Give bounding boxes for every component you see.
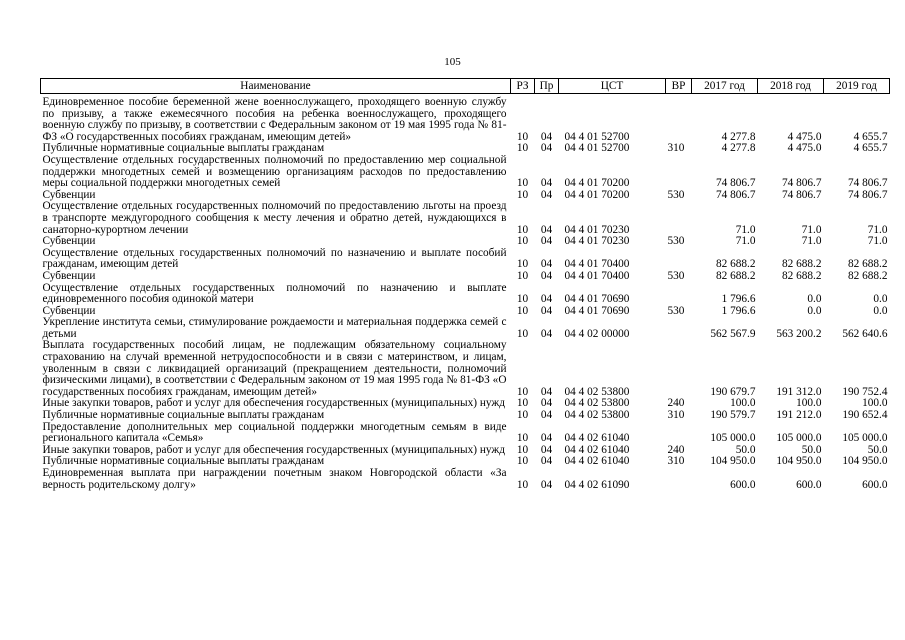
row-2019: 71.0	[867, 235, 888, 248]
table-row	[41, 201, 890, 236]
row-name: Осуществление отдельных государственных полномочий по предоставлению льготы на проезд в транспорте междугородного сообщения к месту лечения и обратно детей, нуждающихся в санаторно-курортном лечении	[42, 200, 507, 236]
row-2019: 190 652.4	[842, 409, 888, 422]
header-cst: ЦСТ	[559, 79, 666, 94]
row-name: Осуществление отдельных государственных полномочий по назначению и выплате пособий гражданам, имеющим детей	[42, 246, 507, 271]
row-2018: 71.0	[801, 235, 822, 248]
row-vr: 530	[667, 188, 685, 201]
row-cst: 04 4 01 70400	[564, 269, 630, 282]
row-cst: 04 4 01 52700	[564, 142, 630, 155]
row-2019: 104 950.0	[842, 455, 888, 468]
row-pr: 04	[540, 385, 553, 398]
row-vr	[666, 283, 692, 306]
table-row	[41, 340, 890, 398]
row-rz: 10	[516, 142, 529, 155]
row-2018: 0.0	[807, 304, 822, 317]
row-pr: 04	[540, 478, 553, 491]
row-cst: 04 4 02 53800	[564, 409, 630, 422]
row-cst: 04 4 01 52700	[564, 130, 630, 143]
row-2017: 82 688.2	[715, 258, 756, 271]
row-cst: 04 4 01 70690	[564, 293, 630, 306]
row-2018: 74 806.7	[781, 177, 822, 190]
row-2018: 0.0	[807, 293, 822, 306]
row-2017: 4 277.8	[721, 142, 756, 155]
row-vr: 240	[667, 443, 685, 456]
row-name: Выплата государственных пособий лицам, не подлежащим обязательному социальному страхованию на случай временной нетрудоспособности и в связи с материнством, и лицам, уволенным в связи с ликвидацией организаций (прекращением деятельности, полномочий физическими лицами), в соответствии с Федеральным законом от 19 мая 1995 года № 81-ФЗ «О государственных пособиях гражданам, имеющим детей»	[42, 339, 507, 398]
row-2017: 71.0	[735, 235, 756, 248]
row-rz: 10	[516, 188, 529, 201]
row-pr: 04	[540, 397, 553, 410]
row-cst: 04 4 02 00000	[564, 327, 630, 340]
row-name: Укрепление института семьи, стимулирование рождаемости и материальная поддержка семей с детьми	[42, 316, 507, 340]
row-2018: 74 806.7	[781, 188, 822, 201]
row-name: Субвенции	[42, 188, 96, 201]
row-pr: 04	[540, 177, 553, 190]
row-vr	[666, 94, 692, 144]
row-vr: 530	[667, 304, 685, 317]
row-rz: 10	[516, 223, 529, 236]
row-pr: 04	[540, 304, 553, 317]
row-2019: 50.0	[867, 443, 888, 456]
row-pr: 04	[540, 443, 553, 456]
row-cst: 04 4 02 61040	[564, 443, 630, 456]
row-pr: 04	[540, 223, 553, 236]
row-2017: 82 688.2	[715, 269, 756, 282]
row-rz: 10	[516, 409, 529, 422]
row-vr	[666, 201, 692, 236]
row-2018: 104 950.0	[776, 455, 822, 468]
budget-table	[40, 78, 890, 491]
row-rz: 10	[516, 258, 529, 271]
row-rz: 10	[516, 397, 529, 410]
row-name: Единовременное пособие беременной жене военнослужащего, проходящего военную службу по призыву, а также ежемесячного пособия на ребенка военнослужащего, проходящего военную службу по призыву, в соответствии с Федеральным законом от 19 мая 1995 года № 81-ФЗ «О государственных пособиях гражданам, имеющим детей»	[42, 96, 507, 143]
header-rz: РЗ	[511, 79, 535, 94]
row-2019: 600.0	[862, 478, 888, 491]
row-rz: 10	[516, 455, 529, 468]
header-name: Наименование	[41, 79, 511, 94]
table-row	[41, 283, 890, 306]
row-vr	[666, 155, 692, 190]
row-name: Публичные нормативные социальные выплаты гражданам	[42, 455, 325, 468]
row-pr: 04	[540, 455, 553, 468]
row-name: Осуществление отдельных государственных полномочий по предоставлению мер социальной поддержки многодетных семей и возмещению организациям расходов по предоставлению меры социальной поддержки многодетных семей	[42, 153, 507, 190]
row-pr: 04	[540, 432, 553, 445]
table-row	[41, 155, 890, 190]
row-vr	[666, 340, 692, 398]
row-2019: 562 640.6	[842, 327, 888, 340]
row-2019: 100.0	[862, 397, 888, 410]
row-name: Субвенции	[42, 304, 96, 317]
row-2019: 82 688.2	[847, 269, 888, 282]
row-cst: 04 4 01 70200	[564, 177, 630, 190]
row-rz: 10	[516, 304, 529, 317]
row-cst: 04 4 01 70690	[564, 304, 630, 317]
row-2017: 4 277.8	[721, 130, 756, 143]
row-vr	[666, 422, 692, 445]
row-vr	[666, 317, 692, 340]
row-rz: 10	[516, 293, 529, 306]
row-2018: 191 212.0	[776, 409, 822, 422]
row-2019: 74 806.7	[847, 177, 888, 190]
row-2017: 190 679.7	[710, 385, 756, 398]
header-pr: Пр	[535, 79, 559, 94]
row-rz: 10	[516, 327, 529, 340]
row-2018: 82 688.2	[781, 258, 822, 271]
row-2017: 74 806.7	[715, 177, 756, 190]
row-vr: 530	[667, 269, 685, 282]
row-2017: 562 567.9	[710, 327, 756, 340]
row-2017: 190 579.7	[710, 409, 756, 422]
row-vr: 310	[667, 409, 685, 422]
row-pr: 04	[540, 409, 553, 422]
row-cst: 04 4 02 61040	[564, 455, 630, 468]
row-rz: 10	[516, 478, 529, 491]
row-vr: 240	[667, 397, 685, 410]
row-name: Публичные нормативные социальные выплаты гражданам	[42, 142, 325, 155]
row-rz: 10	[516, 443, 529, 456]
row-vr	[666, 248, 692, 271]
table-row	[41, 248, 890, 271]
row-name: Предоставление дополнительных мер социальной поддержки многодетным семьям в виде регионального капитала «Семья»	[42, 420, 507, 445]
row-2019: 105 000.0	[842, 432, 888, 445]
row-pr: 04	[540, 269, 553, 282]
header-2018: 2018 год	[758, 79, 824, 94]
row-cst: 04 4 01 70230	[564, 223, 630, 236]
row-name: Осуществление отдельных государственных полномочий по назначению и выплате единовременного пособия одинокой матери	[42, 281, 507, 306]
table-row	[41, 94, 890, 144]
row-rz: 10	[516, 269, 529, 282]
row-2018: 191 312.0	[776, 385, 822, 398]
row-cst: 04 4 02 53800	[564, 385, 630, 398]
row-2017: 71.0	[735, 223, 756, 236]
row-2017: 600.0	[730, 478, 756, 491]
header-2017: 2017 год	[692, 79, 758, 94]
header-2019: 2019 год	[824, 79, 890, 94]
row-pr: 04	[540, 188, 553, 201]
page-number: 105	[444, 56, 461, 68]
row-2018: 600.0	[796, 478, 822, 491]
row-pr: 04	[540, 235, 553, 248]
row-2018: 50.0	[801, 443, 822, 456]
header-row	[41, 79, 890, 94]
row-2019: 74 806.7	[847, 188, 888, 201]
row-2017: 1 796.6	[721, 304, 756, 317]
row-cst: 04 4 01 70400	[564, 258, 630, 271]
row-cst: 04 4 01 70200	[564, 188, 630, 201]
table-row	[41, 317, 890, 340]
table-body	[41, 94, 890, 492]
row-2019: 4 655.7	[853, 142, 888, 155]
row-2018: 71.0	[801, 223, 822, 236]
row-2018: 105 000.0	[776, 432, 822, 445]
row-name: Иные закупки товаров, работ и услуг для обеспечения государственных (муниципальных) нужд	[42, 397, 505, 410]
row-cst: 04 4 01 70230	[564, 235, 630, 248]
row-name: Публичные нормативные социальные выплаты гражданам	[42, 409, 325, 422]
row-2019: 71.0	[867, 223, 888, 236]
row-pr: 04	[540, 142, 553, 155]
row-cst: 04 4 02 61090	[564, 478, 630, 491]
row-vr: 530	[667, 235, 685, 248]
row-2017: 74 806.7	[715, 188, 756, 201]
row-rz: 10	[516, 177, 529, 190]
row-rz: 10	[516, 130, 529, 143]
row-2019: 0.0	[873, 304, 888, 317]
row-2017: 50.0	[735, 443, 756, 456]
row-vr	[666, 468, 692, 491]
row-2018: 4 475.0	[787, 142, 822, 155]
row-rz: 10	[516, 235, 529, 248]
row-name: Субвенции	[42, 269, 96, 282]
row-2017: 104 950.0	[710, 455, 756, 468]
row-name: Единовременная выплата при награждении почетным знаком Новгородской области «За верность родительскому долгу»	[42, 467, 507, 491]
row-rz: 10	[516, 432, 529, 445]
row-pr: 04	[540, 258, 553, 271]
row-rz: 10	[516, 385, 529, 398]
table-row	[41, 422, 890, 445]
row-2017: 105 000.0	[710, 432, 756, 445]
row-pr: 04	[540, 293, 553, 306]
row-2017: 1 796.6	[721, 293, 756, 306]
row-name: Субвенции	[42, 235, 96, 248]
table-row	[41, 410, 890, 422]
row-2018: 4 475.0	[787, 130, 822, 143]
row-2019: 190 752.4	[842, 385, 888, 398]
table-row	[41, 236, 890, 248]
table-row	[41, 468, 890, 491]
header-vr: ВР	[666, 79, 692, 94]
row-pr: 04	[540, 327, 553, 340]
row-2018: 563 200.2	[776, 327, 822, 340]
row-pr: 04	[540, 130, 553, 143]
row-cst: 04 4 02 61040	[564, 432, 630, 445]
row-2017: 100.0	[730, 397, 756, 410]
row-2019: 4 655.7	[853, 130, 888, 143]
row-vr: 310	[667, 142, 685, 155]
table-row	[41, 271, 890, 283]
row-name: Иные закупки товаров, работ и услуг для обеспечения государственных (муниципальных) нужд	[42, 443, 505, 456]
row-2019: 0.0	[873, 293, 888, 306]
row-2018: 100.0	[796, 397, 822, 410]
row-vr: 310	[667, 455, 685, 468]
row-2018: 82 688.2	[781, 269, 822, 282]
row-2019: 82 688.2	[847, 258, 888, 271]
row-cst: 04 4 02 53800	[564, 397, 630, 410]
